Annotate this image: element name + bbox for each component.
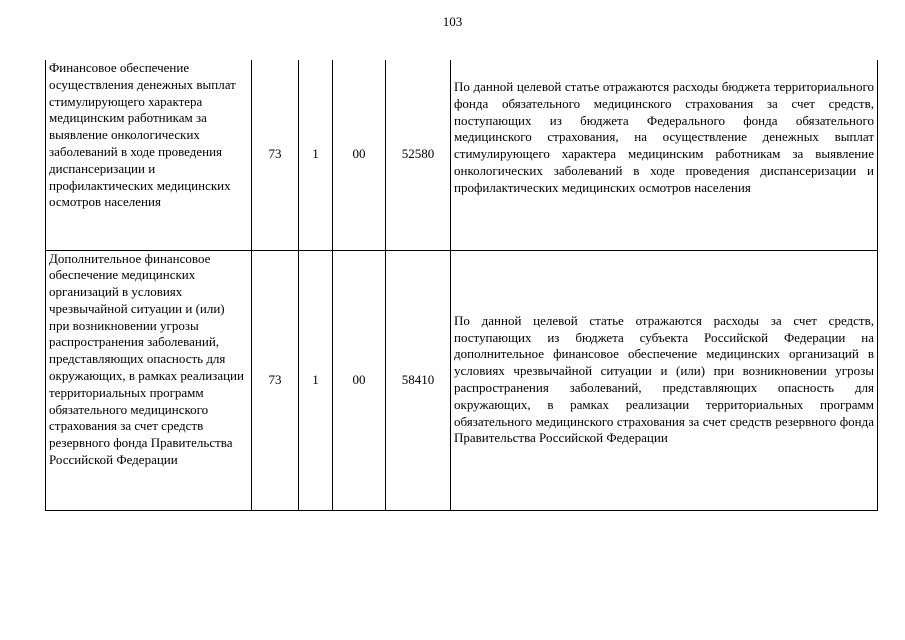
- table-row: [46, 250, 878, 510]
- main-activity-code: 00: [333, 60, 386, 250]
- budget-classification-table: [45, 60, 878, 511]
- target-article-description: По данной целевой статье отражаются расходы бюджета территориального фонда обязательного медицинского страхования за счет средств, поступающих из бюджета Федерального фонда обязательного медицинского страхования, на осуществление денежных выплат стимулирующего характера медицинским работникам за выявление онкологических заболеваний в ходе проведения диспансеризации и профилактических медицинских осмотров населения: [451, 60, 878, 250]
- program-code: 73: [252, 60, 299, 250]
- subprogram-code: 1: [299, 250, 333, 510]
- target-article-description: По данной целевой статье отражаются расходы за счет средств, поступающих из бюджета субъекта Российской Федерации на дополнительное финансовое обеспечение медицинских организаций в условиях чрезвычайной ситуации и (или) при возникновении угрозы распространения заболеваний, представляющих опасность для окружающих, в рамках реализации территориальных программ обязательного медицинского страхования за счет средств резервного фонда Правительства Российской Федерации: [451, 250, 878, 510]
- main-activity-code: 00: [333, 250, 386, 510]
- target-article-name: Финансовое обеспечение осуществления денежных выплат стимулирующего характера медицинским работникам за выявление онкологических заболеваний в ходе проведения диспансеризации и профилактических медицинских осмотров населения: [46, 60, 252, 250]
- page-number: 103: [442, 14, 463, 29]
- target-article-name: Дополнительное финансовое обеспечение медицинских организаций в условиях чрезвычайной ситуации и (или) при возникновении угрозы распространения заболеваний, представляющих опасность для окружающих, в рамках реализации территориальных программ обязательного медицинского страхования за счет средств резервного фонда Правительства Российской Федерации: [46, 250, 252, 510]
- subprogram-code: 1: [299, 60, 333, 250]
- direction-code: 52580: [386, 60, 451, 250]
- direction-code: 58410: [386, 250, 451, 510]
- table-row: [46, 60, 878, 250]
- program-code: 73: [252, 250, 299, 510]
